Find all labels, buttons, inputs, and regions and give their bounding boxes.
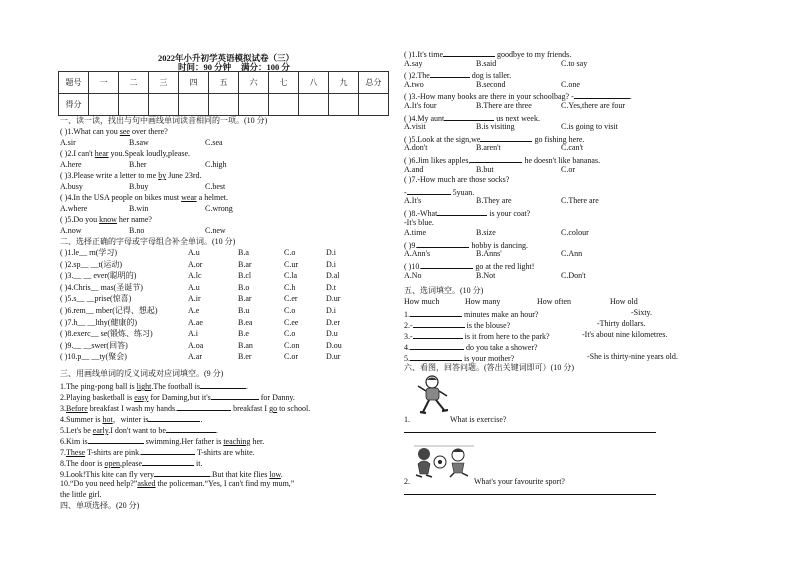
table-cell: 七 [269, 72, 299, 94]
option-b[interactable]: B.o [238, 282, 250, 292]
question-text: ，winter is [112, 415, 149, 424]
question-text: swimming.Her father is [143, 437, 224, 446]
option-c[interactable]: C.ee [284, 317, 299, 327]
question-text: is your mother? [462, 354, 515, 363]
question-text: breakfast I [231, 404, 270, 413]
s2-question: ( )9.__ __swer(回答) [60, 340, 128, 350]
question-text: -It's blue. [404, 217, 434, 227]
section1-heading: 一、读一读，找出与句中画线单词读音相同的一项。(10 分) [60, 116, 268, 125]
s2-question: ( )7.h__ __lthy(健康的) [60, 317, 138, 327]
answer-blank[interactable] [200, 381, 246, 389]
option-c[interactable]: C.best [205, 182, 226, 191]
option-d[interactable]: D.i [326, 306, 336, 315]
question-text: is the blouse? [464, 321, 511, 330]
question-text: 10.“Do you need help?” [60, 479, 138, 488]
question-text: ( )6.Jim likes apples, [404, 156, 471, 165]
question-text: . [245, 382, 248, 391]
answer-blank[interactable] [444, 113, 494, 121]
question-text: 2.- [404, 321, 413, 330]
s5-line2 [404, 320, 510, 330]
s5-answer1: -Sixty. [631, 308, 653, 317]
answer-blank[interactable] [407, 187, 451, 195]
underlined-word: These [66, 448, 86, 457]
option-b[interactable]: B.buy [129, 182, 149, 191]
s2-question: ( )3.__ __ ever(聪明的) [60, 271, 137, 281]
option-c[interactable]: C.colour [561, 228, 589, 238]
underlined-word: see [119, 127, 130, 136]
question-text: 3.- [404, 332, 413, 341]
table-cell: 一 [89, 72, 119, 94]
option-c[interactable]: C.Ann [561, 249, 583, 259]
question-text: .The football is [151, 382, 200, 391]
s2-question: ( )6.rem__ mber(记得、想起) [60, 306, 158, 315]
option-b[interactable]: B.e [238, 329, 249, 339]
s1-q3 [60, 172, 202, 180]
score-cell[interactable] [179, 94, 209, 116]
option-b[interactable]: B.er [238, 352, 252, 362]
question-text: breakfast I wash my hands. [87, 404, 178, 413]
answer-blank[interactable] [410, 342, 464, 350]
score-cell[interactable] [89, 94, 119, 116]
question-text: goodbye to my friends. [495, 50, 572, 59]
option-b[interactable]: B.Not [476, 270, 496, 280]
option-a[interactable]: A.now [60, 226, 82, 235]
option-b[interactable]: B.a [238, 248, 249, 257]
option-c[interactable]: C.is going to visit [561, 122, 618, 132]
s3-line10-cont: the little girl. [60, 490, 102, 499]
option-d[interactable]: D.ur [326, 294, 341, 304]
option-b[interactable]: B.saw [129, 138, 149, 147]
underlined-word: by [158, 171, 167, 180]
option-c[interactable]: C.o [284, 306, 296, 315]
option-c[interactable]: C.o [284, 248, 296, 257]
score-table-header-row [59, 72, 389, 94]
score-cell[interactable] [239, 94, 269, 116]
s5-line3 [404, 331, 550, 341]
s1-q4 [60, 194, 228, 202]
option-b[interactable]: B.cl [238, 271, 252, 281]
option-a[interactable]: A.or [188, 259, 203, 269]
question-text: us next week. [494, 113, 540, 123]
sports-cartoon-icon [410, 442, 476, 478]
question-text: over there? [129, 127, 168, 136]
question-text: ( )3.-How many books are there in your schoolbag? - [404, 92, 574, 102]
option-b[interactable]: B.They are [476, 196, 512, 206]
question-text: T-shirts are white. [195, 448, 255, 457]
option-b[interactable]: B.ar [238, 294, 252, 304]
answer-blank[interactable] [470, 155, 522, 163]
option-d[interactable]: D.i [326, 248, 336, 257]
option-d[interactable]: D.t [326, 282, 336, 292]
question-text: ( )3.Please write a letter to me [60, 171, 159, 180]
question-text: her. [250, 437, 265, 446]
underlined-word: hear [94, 149, 109, 158]
question-text: to school. [277, 404, 311, 413]
s5-answer2: -Thirty dollars. [597, 319, 646, 328]
option-b[interactable]: B.is visiting [476, 122, 515, 132]
s4-question [404, 240, 528, 250]
option-a[interactable]: A.ar [188, 352, 202, 362]
option-a[interactable]: A.ae [188, 317, 203, 327]
answer-blank[interactable] [413, 331, 463, 339]
question-text: 1.The ping-pong ball is [60, 382, 137, 391]
question-text: for Daming,but it's [148, 393, 211, 402]
option-a[interactable]: A.where [60, 204, 88, 213]
question-text: - [404, 187, 407, 197]
option-c[interactable]: C.la [284, 271, 298, 281]
s4-question [404, 91, 632, 101]
option-c[interactable]: C.h [284, 282, 296, 292]
option-c[interactable]: C.er [284, 294, 298, 304]
word-bank-4: How old [610, 297, 638, 306]
question-text: minutes make an hour? [462, 310, 539, 319]
question-text: ( )1.What can you [60, 127, 120, 136]
s4-question-line2 [404, 187, 474, 197]
question-text: ( )2.I can't [60, 149, 95, 158]
option-a[interactable]: A.don't [404, 143, 428, 153]
underlined-word: easy [134, 393, 149, 402]
answer-blank[interactable] [211, 392, 259, 400]
option-a[interactable]: A.ir [188, 294, 201, 304]
s3-line10 [60, 480, 294, 488]
underlined-word: light [136, 382, 152, 391]
option-b[interactable]: B.an [238, 340, 253, 350]
question-text: ( )5.Do you [60, 215, 100, 224]
answer-blank[interactable] [430, 70, 470, 78]
score-table [58, 71, 389, 116]
option-d[interactable]: D.ou [326, 340, 342, 350]
option-d[interactable]: D.u [326, 329, 338, 339]
s3-line8 [60, 458, 202, 468]
underlined-word: Before [66, 404, 88, 413]
word-bank-3: How often [537, 297, 571, 306]
answer-line-1[interactable] [404, 432, 656, 433]
s3-line4 [60, 414, 202, 424]
s2-question: ( )4.Chris__ mas(圣诞节) [60, 282, 143, 292]
table-cell: 二 [119, 72, 149, 94]
question-text: ( )4.In the USA people on bikes must [60, 193, 182, 202]
option-a[interactable]: A.e [188, 306, 200, 315]
answer-blank[interactable] [413, 320, 465, 328]
s4-question [404, 70, 511, 80]
s5-line5 [404, 353, 514, 363]
s3-line6 [60, 436, 264, 446]
option-c[interactable]: C.Don't [561, 270, 586, 280]
answer-blank[interactable] [417, 240, 469, 248]
s2-question: ( )10.p__ __ty(聚会) [60, 352, 127, 362]
table-cell: 总分 [359, 72, 389, 94]
table-cell: 三 [149, 72, 179, 94]
option-a[interactable]: A.say [404, 58, 423, 68]
s4-question [404, 261, 534, 271]
option-c[interactable]: C.sea [205, 138, 223, 147]
option-a[interactable]: A.here [60, 160, 82, 169]
option-a[interactable]: A.It's [404, 196, 422, 206]
question-text: is it from here to the park? [462, 332, 550, 341]
score-table-score-row [59, 94, 389, 116]
word-bank-2: How many [465, 297, 501, 306]
option-a[interactable]: A.time [404, 228, 426, 238]
option-c[interactable]: C.o [284, 329, 296, 339]
exercise-cartoon-icon [414, 374, 450, 416]
option-b[interactable]: B.Anns' [476, 249, 502, 259]
score-cell[interactable] [269, 94, 299, 116]
option-d[interactable]: D.al [326, 271, 340, 281]
question-text: ( )2.The [404, 71, 430, 81]
answer-blank[interactable] [148, 414, 203, 424]
question-text: . [629, 92, 632, 102]
s4-question [404, 176, 509, 184]
question-text: ( )5.Look at the sign,we [404, 134, 481, 144]
s2-question: ( )1.le__ rn(学习) [60, 248, 118, 257]
s6-q1-number: 1. [404, 415, 410, 424]
underlined-word: wear [181, 193, 197, 202]
question-text: a helmet. [196, 193, 228, 202]
score-cell[interactable] [299, 94, 329, 116]
underlined-word: go [269, 404, 278, 413]
s2-question: ( )8.exerc__ se(锻炼、练习) [60, 329, 153, 339]
question-text: 6.Kim is [60, 437, 88, 446]
s5-answer5: -She is thirty-nine years old. [587, 352, 678, 361]
s5-line1 [404, 309, 538, 319]
option-b[interactable]: B.win [129, 204, 149, 213]
score-cell[interactable] [329, 94, 359, 116]
option-a[interactable]: A.Ann's [404, 249, 431, 259]
table-cell: 四 [179, 72, 209, 94]
option-c[interactable]: C.There are [561, 196, 599, 206]
score-cell[interactable] [149, 94, 179, 116]
option-a[interactable]: A.visit [404, 122, 426, 132]
question-text: . [280, 470, 283, 479]
s3-line9 [60, 469, 283, 479]
answer-blank[interactable] [410, 353, 462, 361]
answer-line-2[interactable] [404, 494, 656, 495]
table-cell: 五 [209, 72, 239, 94]
option-a[interactable]: A.sir [60, 138, 76, 147]
s6-q2-number: 2. [404, 477, 410, 486]
option-b[interactable]: B.her [129, 160, 147, 169]
option-b[interactable]: B.ar [238, 259, 252, 269]
table-cell: 得分 [59, 94, 89, 116]
s2-question: ( )2.sp__ __t(运动) [60, 259, 122, 269]
underlined-word: hot [102, 415, 113, 424]
option-b[interactable]: B.no [129, 226, 145, 235]
answer-blank[interactable] [574, 91, 632, 102]
s4-question [404, 49, 571, 59]
question-text: go at the red light! [473, 262, 535, 271]
option-c[interactable]: C.wrong [205, 204, 233, 213]
answer-blank[interactable] [142, 458, 194, 466]
question-text: . [215, 426, 218, 435]
question-text: is your coat? [487, 209, 531, 218]
question-text: 5.Let's be [60, 426, 93, 435]
s4-question-line2 [404, 219, 434, 227]
s5-answer3: -It's about nine kilometres. [582, 330, 668, 339]
answer-blank[interactable] [443, 49, 495, 57]
option-b[interactable]: B.ea [238, 317, 253, 327]
underlined-word: teaching [223, 437, 251, 446]
question-text: 4.Summer is [60, 415, 103, 424]
s3-line1 [60, 381, 248, 391]
option-b[interactable]: B.aren't [476, 143, 501, 153]
answer-blank[interactable] [421, 261, 473, 269]
question-text: dog is taller. [469, 71, 512, 81]
option-a[interactable]: A.oa [188, 340, 204, 350]
option-b[interactable]: B.There are three [476, 101, 532, 110]
option-c[interactable]: C.or [561, 164, 575, 174]
question-text: her name? [116, 215, 152, 224]
section6-heading: 六、看图，回答问题。(答出关键词即可）(10 分) [404, 363, 574, 372]
question-text: ,please [120, 459, 142, 468]
s1-q2 [60, 150, 190, 158]
score-cell[interactable] [359, 94, 389, 116]
option-c[interactable]: C.ur [284, 259, 298, 269]
question-text: you.Speak loudly,please. [108, 149, 190, 158]
s6-q2-text: What's your favourite sport? [474, 477, 565, 486]
s3-line3: 3.Before breakfast I wash my hands. breakfast I go to school. [60, 404, 311, 413]
s3-line5 [60, 425, 218, 435]
s1-q5 [60, 216, 152, 224]
question-text: for Danny. [258, 393, 295, 402]
question-text: hobby is dancing. [469, 240, 528, 250]
page-title: 2022年小升初学英语模拟试卷（三） [158, 53, 295, 63]
option-a[interactable]: A.No [404, 270, 422, 280]
option-c[interactable]: C.one [561, 79, 580, 89]
question-text: 7. [60, 448, 66, 457]
option-c[interactable]: C.can't [561, 143, 584, 153]
s6-q1-text: What is exercise? [450, 415, 507, 424]
question-text: ( )7.-How much are those socks? [404, 175, 510, 185]
option-c[interactable]: C.on [284, 340, 300, 350]
answer-blank[interactable] [480, 134, 532, 142]
question-text: ( )8.-What [404, 209, 438, 218]
question-text: 8.The door is [60, 459, 105, 468]
question-text: the policeman.“Yes, I can't find my mum,” [155, 479, 295, 488]
section5-heading: 五、选词填空。(10 分) [404, 286, 484, 295]
question-text: 5yuan. [450, 187, 475, 197]
option-b[interactable]: B.size [476, 228, 496, 238]
s1-q1 [60, 128, 168, 136]
option-d[interactable]: D.ur [326, 352, 341, 362]
option-b[interactable]: B.second [476, 79, 506, 89]
question-text: he doesn't like bananas. [522, 156, 601, 165]
underlined-word: asked [137, 479, 156, 488]
s4-question [404, 155, 600, 165]
question-text: June 23rd. [166, 171, 202, 180]
question-text: 1. [404, 310, 410, 319]
option-a[interactable]: A.two [404, 79, 424, 89]
question-text: T-shirts are pink. [85, 448, 142, 457]
score-cell[interactable] [209, 94, 239, 116]
option-a[interactable]: A.u [188, 282, 200, 292]
question-text: ( )4.My aunt [404, 113, 445, 123]
underlined-word: early [92, 426, 109, 435]
section2-heading: 二、选择正确的字母或字母组合补全单词。(10 分) [60, 237, 236, 246]
s3-line7 [60, 447, 255, 457]
section3-heading: 三、用画线单词的反义词或对应词填空。(9 分) [60, 369, 224, 378]
exam-time: 时间：90 分钟 [178, 62, 232, 72]
question-text: ( )10. [404, 262, 422, 271]
option-b[interactable]: B.but [476, 164, 494, 174]
answer-blank[interactable] [410, 309, 462, 317]
option-a[interactable]: A.i [188, 329, 198, 339]
option-a[interactable]: A.busy [60, 182, 83, 191]
underlined-word: low [269, 470, 281, 479]
option-b[interactable]: B.said [476, 58, 497, 68]
option-c[interactable]: C.or [284, 352, 298, 362]
question-text: . [200, 415, 203, 424]
question-text: do you take a shower? [464, 343, 538, 352]
table-cell: 九 [329, 72, 359, 94]
option-c[interactable]: C.high [205, 160, 227, 169]
question-text: 5. [404, 354, 410, 363]
s4-question [404, 113, 540, 123]
s5-line4 [404, 342, 538, 352]
option-a[interactable]: A.u [188, 248, 200, 257]
option-a[interactable]: A.and [404, 164, 424, 174]
answer-blank[interactable] [141, 447, 195, 455]
option-d[interactable]: D.er [326, 317, 340, 327]
answer-blank[interactable] [166, 425, 216, 433]
option-c[interactable]: C.to say [561, 58, 588, 68]
option-c[interactable]: C.new [205, 226, 226, 235]
s3-line2 [60, 392, 295, 402]
question-text: 9.Look!This kite can fly very [60, 470, 154, 479]
answer-blank[interactable] [437, 208, 487, 216]
underlined-word: open [104, 459, 120, 468]
question-text: ( )1.It's time [404, 50, 443, 59]
s4-question [404, 208, 530, 218]
question-text: it. [194, 459, 203, 468]
s2-question: ( )5.s__ __prise(惊喜) [60, 294, 132, 304]
answer-blank[interactable] [177, 403, 231, 411]
question-text: 4. [404, 343, 410, 352]
option-c[interactable]: C.Yes,there are four [561, 101, 626, 110]
question-text: .I don't want to be [108, 426, 166, 435]
section4-heading: 四、单项选择。(20 分) [60, 501, 140, 510]
question-text: 2.Playing basketball is [60, 393, 135, 402]
table-cell: 六 [239, 72, 269, 94]
question-text: .But that kite flies [209, 470, 270, 479]
table-cell: 八 [299, 72, 329, 94]
option-a[interactable]: A.lc [188, 271, 202, 281]
answer-blank[interactable] [88, 436, 144, 444]
question-text: go fishing here. [532, 134, 585, 144]
score-cell[interactable] [119, 94, 149, 116]
question-text: ( )9. [404, 240, 418, 250]
underlined-word: know [99, 215, 117, 224]
table-cell: 题号 [59, 72, 89, 94]
option-b[interactable]: B.u [238, 306, 250, 315]
answer-blank[interactable] [154, 469, 210, 477]
s4-question [404, 134, 584, 144]
option-d[interactable]: D.i [326, 259, 336, 269]
full-score: 满分：100 分 [241, 62, 290, 72]
word-bank-1: How much [404, 297, 440, 306]
option-a[interactable]: A.It's four [404, 101, 437, 110]
